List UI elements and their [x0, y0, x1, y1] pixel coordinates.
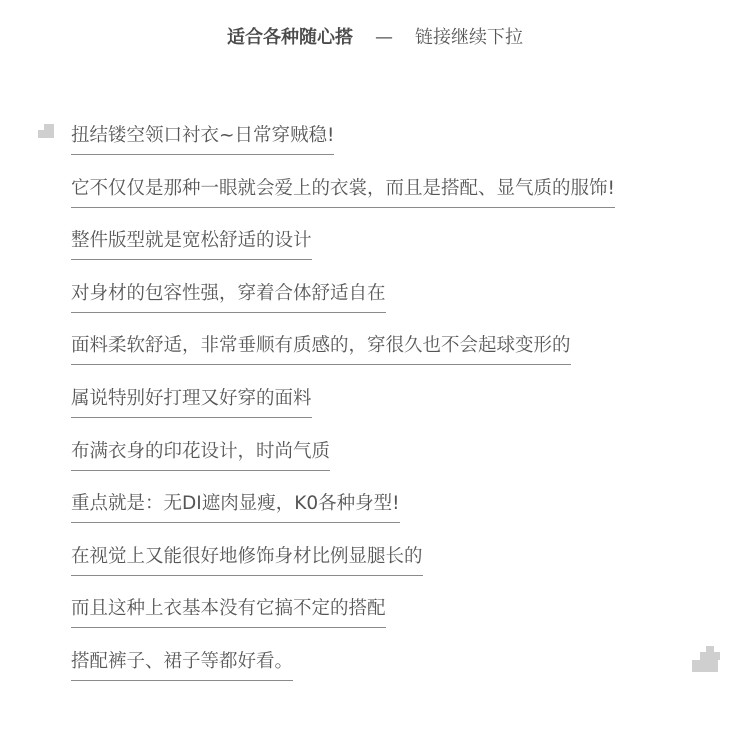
description-line-text: 整件版型就是宽松舒适的设计: [71, 227, 312, 260]
description-line: [71, 122, 615, 175]
description-line-text: 而且这种上衣基本没有它搞不定的搭配: [71, 595, 386, 628]
description-line: [71, 385, 615, 438]
section-header: [0, 24, 750, 52]
description-line-text: 面料柔软舒适，非常垂顺有质感的，穿很久也不会起球变形的: [71, 332, 571, 365]
description-line: [71, 490, 615, 543]
description-line: [71, 438, 615, 491]
description-line-text: 对身材的包容性强，穿着合体舒适自在: [71, 280, 386, 313]
description-line: [71, 595, 615, 648]
description-line: [71, 175, 615, 228]
description-line: [71, 648, 615, 701]
description-line-text: 属说特别好打理又好穿的面料: [71, 385, 312, 418]
description-line: [71, 543, 615, 596]
description-line: [71, 280, 615, 333]
description-line: [71, 332, 615, 385]
pixel-corner-decoration-icon: [692, 646, 722, 674]
header-title: 适合各种随心搭: [227, 27, 353, 48]
header-subtitle: 链接继续下拉: [415, 27, 523, 48]
description-line: [71, 227, 615, 280]
header-dash: —: [375, 27, 393, 48]
description-line-text: 重点就是：无DI遮肉显瘦，K0各种身型!: [71, 490, 400, 523]
pixel-corner-decoration-icon: [38, 124, 54, 140]
description-line-text: 搭配裤子、裙子等都好看。: [71, 648, 293, 681]
description-line-text: 它不仅仅是那种一眼就会爱上的衣裳，而且是搭配、显气质的服饰!: [71, 175, 615, 208]
description-line-text: 扭结镂空领口衬衣~日常穿贼稳!: [71, 122, 334, 155]
description-line-text: 布满衣身的印花设计，时尚气质: [71, 438, 330, 471]
description-line-text: 在视觉上又能很好地修饰身材比例显腿长的: [71, 543, 423, 576]
description-list: [71, 122, 615, 701]
